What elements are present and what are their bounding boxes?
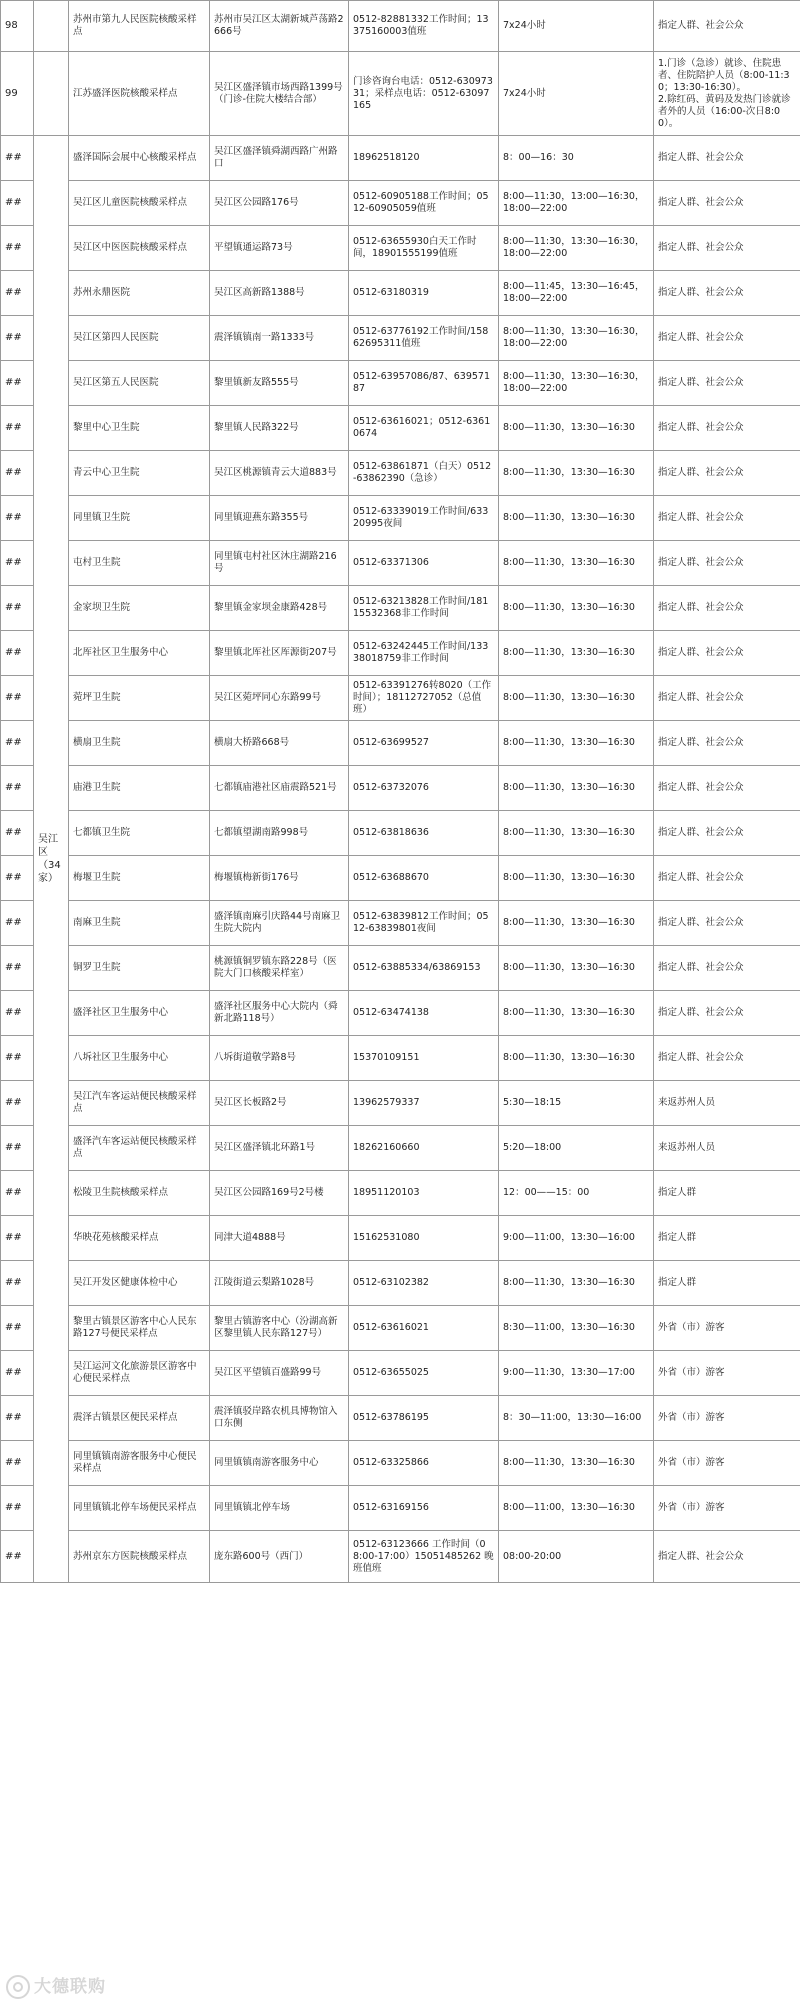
phone-cell: 0512-63957086/87、63957187 bbox=[349, 361, 499, 406]
hours-cell: 8:00—11:30，13:30—16:30 bbox=[499, 901, 654, 946]
table-row bbox=[1, 901, 800, 946]
site-name-cell: 八坼社区卫生服务中心 bbox=[69, 1036, 210, 1081]
table-row bbox=[1, 181, 800, 226]
address-cell: 吴江区盛泽镇北环路1号 bbox=[210, 1126, 349, 1171]
table-row bbox=[1, 1261, 800, 1306]
address-cell: 八坼街道敬学路8号 bbox=[210, 1036, 349, 1081]
address-cell: 同津大道4888号 bbox=[210, 1216, 349, 1261]
row-index-cell: ## bbox=[1, 1396, 34, 1441]
table-row bbox=[1, 496, 800, 541]
table-row bbox=[1, 1531, 800, 1583]
table-row bbox=[1, 1306, 800, 1351]
site-name-cell: 吴江区第五人民医院 bbox=[69, 361, 210, 406]
target-group-cell: 指定人群、社会公众 bbox=[654, 271, 800, 316]
phone-cell: 门诊咨询台电话：0512-63097331；采样点电话：0512-63097165 bbox=[349, 52, 499, 136]
site-name-cell: 北厍社区卫生服务中心 bbox=[69, 631, 210, 676]
site-name-cell: 苏州永鼎医院 bbox=[69, 271, 210, 316]
row-index-cell: 98 bbox=[1, 1, 34, 52]
hours-cell: 7x24小时 bbox=[499, 52, 654, 136]
hours-cell: 8:30—11:00，13:30—16:30 bbox=[499, 1306, 654, 1351]
table-body bbox=[1, 1, 800, 1583]
hours-cell: 8:00—11:00，13:30—16:30 bbox=[499, 1486, 654, 1531]
phone-cell: 18262160660 bbox=[349, 1126, 499, 1171]
table-row bbox=[1, 406, 800, 451]
hours-cell: 8:00—11:30，13:30—16:30 bbox=[499, 586, 654, 631]
site-name-cell: 江苏盛泽医院核酸采样点 bbox=[69, 52, 210, 136]
phone-cell: 18951120103 bbox=[349, 1171, 499, 1216]
hours-cell: 8:00—11:30，13:30—16:30 bbox=[499, 856, 654, 901]
table-row bbox=[1, 136, 800, 181]
address-cell: 黎里镇新友路555号 bbox=[210, 361, 349, 406]
hours-cell: 8:00—11:30，13:30—16:30 bbox=[499, 766, 654, 811]
row-index-cell: ## bbox=[1, 856, 34, 901]
table-row bbox=[1, 226, 800, 271]
target-group-cell: 指定人群、社会公众 bbox=[654, 586, 800, 631]
target-group-cell: 指定人群、社会公众 bbox=[654, 946, 800, 991]
row-index-cell: ## bbox=[1, 901, 34, 946]
table-row bbox=[1, 676, 800, 721]
row-index-cell: ## bbox=[1, 1216, 34, 1261]
hours-cell: 8:00—11:30，13:30—16:30 bbox=[499, 496, 654, 541]
target-group-cell: 指定人群、社会公众 bbox=[654, 721, 800, 766]
site-name-cell: 震泽古镇景区便民采样点 bbox=[69, 1396, 210, 1441]
address-cell: 吴江区公园路176号 bbox=[210, 181, 349, 226]
row-index-cell: ## bbox=[1, 1531, 34, 1583]
phone-cell: 0512-63861871（白天）0512-63862390（急诊） bbox=[349, 451, 499, 496]
site-name-cell: 吴江区儿童医院核酸采样点 bbox=[69, 181, 210, 226]
phone-cell: 0512-63325866 bbox=[349, 1441, 499, 1486]
target-group-cell: 指定人群、社会公众 bbox=[654, 496, 800, 541]
hours-cell: 5:30—18:15 bbox=[499, 1081, 654, 1126]
site-name-cell: 南麻卫生院 bbox=[69, 901, 210, 946]
phone-cell: 0512-63839812工作时间；0512-63839801夜间 bbox=[349, 901, 499, 946]
hours-cell: 5:20—18:00 bbox=[499, 1126, 654, 1171]
hours-cell: 12：00——15：00 bbox=[499, 1171, 654, 1216]
target-group-cell: 指定人群、社会公众 bbox=[654, 136, 800, 181]
table-row bbox=[1, 1171, 800, 1216]
table-row bbox=[1, 1486, 800, 1531]
site-name-cell: 吴江汽车客运站便民核酸采样点 bbox=[69, 1081, 210, 1126]
table-row bbox=[1, 1, 800, 52]
row-index-cell: ## bbox=[1, 361, 34, 406]
target-group-cell: 指定人群 bbox=[654, 1216, 800, 1261]
table-row bbox=[1, 766, 800, 811]
row-index-cell: ## bbox=[1, 631, 34, 676]
table-row bbox=[1, 1441, 800, 1486]
hours-cell: 8:00—11:30，13:30—16:30 bbox=[499, 451, 654, 496]
hours-cell: 8:00—11:30，13:30—16:30，18:00—22:00 bbox=[499, 361, 654, 406]
phone-cell: 18962518120 bbox=[349, 136, 499, 181]
target-group-cell: 指定人群、社会公众 bbox=[654, 856, 800, 901]
phone-cell: 0512-63732076 bbox=[349, 766, 499, 811]
site-name-cell: 梅堰卫生院 bbox=[69, 856, 210, 901]
hours-cell: 8:00—11:30，13:30—16:30 bbox=[499, 946, 654, 991]
address-cell: 吴江区高新路1388号 bbox=[210, 271, 349, 316]
site-name-cell: 同里镇镇南游客服务中心便民采样点 bbox=[69, 1441, 210, 1486]
target-group-cell: 指定人群 bbox=[654, 1261, 800, 1306]
phone-cell: 0512-63242445工作时间/13338018759非工作时间 bbox=[349, 631, 499, 676]
row-index-cell: ## bbox=[1, 1171, 34, 1216]
phone-cell: 0512-63655930白天工作时间，18901555199值班 bbox=[349, 226, 499, 271]
site-name-cell: 盛泽国际会展中心核酸采样点 bbox=[69, 136, 210, 181]
target-group-cell: 指定人群、社会公众 bbox=[654, 901, 800, 946]
phone-cell: 0512-63474138 bbox=[349, 991, 499, 1036]
site-name-cell: 铜罗卫生院 bbox=[69, 946, 210, 991]
address-cell: 吴江区平望镇百盛路99号 bbox=[210, 1351, 349, 1396]
address-cell: 吴江区盛泽镇市场西路1399号（门诊-住院大楼结合部） bbox=[210, 52, 349, 136]
table-row bbox=[1, 721, 800, 766]
table-row bbox=[1, 541, 800, 586]
row-index-cell: 99 bbox=[1, 52, 34, 136]
hours-cell: 9:00—11:30，13:30—17:00 bbox=[499, 1351, 654, 1396]
target-group-cell: 1.门诊（急诊）就诊、住院患者、住院陪护人员（8:00-11:30；13:30-16:30）。 2.除红码、黄码及发热门诊就诊者外的人员（16:00-次日8:00）。 bbox=[654, 52, 800, 136]
table-row bbox=[1, 316, 800, 361]
table-row bbox=[1, 946, 800, 991]
address-cell: 吴江区长板路2号 bbox=[210, 1081, 349, 1126]
phone-cell: 0512-63169156 bbox=[349, 1486, 499, 1531]
table-row bbox=[1, 1216, 800, 1261]
hours-cell: 8:00—11:30，13:30—16:30 bbox=[499, 676, 654, 721]
site-name-cell: 金家坝卫生院 bbox=[69, 586, 210, 631]
target-group-cell: 指定人群、社会公众 bbox=[654, 991, 800, 1036]
row-index-cell: ## bbox=[1, 451, 34, 496]
district-cell: 吴江区 （34家） bbox=[34, 136, 69, 1583]
phone-cell: 0512-63655025 bbox=[349, 1351, 499, 1396]
target-group-cell: 来返苏州人员 bbox=[654, 1126, 800, 1171]
target-group-cell: 指定人群、社会公众 bbox=[654, 766, 800, 811]
row-index-cell: ## bbox=[1, 1306, 34, 1351]
site-name-cell: 华映花苑核酸采样点 bbox=[69, 1216, 210, 1261]
site-name-cell: 吴江区第四人民医院 bbox=[69, 316, 210, 361]
phone-cell: 0512-63699527 bbox=[349, 721, 499, 766]
target-group-cell: 指定人群、社会公众 bbox=[654, 676, 800, 721]
target-group-cell: 指定人群、社会公众 bbox=[654, 541, 800, 586]
target-group-cell: 指定人群、社会公众 bbox=[654, 451, 800, 496]
address-cell: 同里镇镇北停车场 bbox=[210, 1486, 349, 1531]
hours-cell: 8:00—11:30，13:30—16:30 bbox=[499, 631, 654, 676]
table-row bbox=[1, 52, 800, 136]
table-row bbox=[1, 856, 800, 901]
row-index-cell: ## bbox=[1, 1036, 34, 1081]
row-index-cell: ## bbox=[1, 1351, 34, 1396]
address-cell: 震泽镇镇南一路1333号 bbox=[210, 316, 349, 361]
row-index-cell: ## bbox=[1, 316, 34, 361]
target-group-cell: 指定人群、社会公众 bbox=[654, 631, 800, 676]
row-index-cell: ## bbox=[1, 721, 34, 766]
row-index-cell: ## bbox=[1, 226, 34, 271]
hours-cell: 8:00—11:30，13:30—16:30 bbox=[499, 811, 654, 856]
address-cell: 盛泽社区服务中心大院内（舜新北路118号） bbox=[210, 991, 349, 1036]
table-row bbox=[1, 811, 800, 856]
hours-cell: 9:00—11:00，13:30—16:00 bbox=[499, 1216, 654, 1261]
table-row bbox=[1, 631, 800, 676]
address-cell: 震泽镇驳岸路农机具博物馆入口东侧 bbox=[210, 1396, 349, 1441]
table-row bbox=[1, 451, 800, 496]
site-name-cell: 黎里古镇景区游客中心人民东路127号便民采样点 bbox=[69, 1306, 210, 1351]
address-cell: 同里镇迎燕东路355号 bbox=[210, 496, 349, 541]
address-cell: 七都镇庙港社区庙震路521号 bbox=[210, 766, 349, 811]
phone-cell: 0512-63818636 bbox=[349, 811, 499, 856]
hours-cell: 8:00—11:30，13:30—16:30 bbox=[499, 1441, 654, 1486]
address-cell: 同里镇屯村社区沐庄湖路216号 bbox=[210, 541, 349, 586]
site-name-cell: 吴江开发区健康体检中心 bbox=[69, 1261, 210, 1306]
phone-cell: 0512-63776192工作时间/15862695311值班 bbox=[349, 316, 499, 361]
site-name-cell: 盛泽汽车客运站便民核酸采样点 bbox=[69, 1126, 210, 1171]
phone-cell: 0512-63371306 bbox=[349, 541, 499, 586]
phone-cell: 0512-63616021 bbox=[349, 1306, 499, 1351]
hours-cell: 8:00—11:30，13:30—16:30 bbox=[499, 406, 654, 451]
site-name-cell: 吴江区中医医院核酸采样点 bbox=[69, 226, 210, 271]
target-group-cell: 外省（市）游客 bbox=[654, 1396, 800, 1441]
site-name-cell: 横扇卫生院 bbox=[69, 721, 210, 766]
address-cell: 江陵街道云梨路1028号 bbox=[210, 1261, 349, 1306]
hours-cell: 7x24小时 bbox=[499, 1, 654, 52]
table-row bbox=[1, 586, 800, 631]
row-index-cell: ## bbox=[1, 136, 34, 181]
target-group-cell: 指定人群、社会公众 bbox=[654, 226, 800, 271]
site-name-cell: 苏州京东方医院核酸采样点 bbox=[69, 1531, 210, 1583]
watermark-text: 大德联购 bbox=[34, 1977, 106, 1997]
hours-cell: 8:00—11:30，13:30—16:30 bbox=[499, 1261, 654, 1306]
address-cell: 盛泽镇南麻引庆路44号南麻卫生院大院内 bbox=[210, 901, 349, 946]
site-name-cell: 同里镇镇北停车场便民采样点 bbox=[69, 1486, 210, 1531]
address-cell: 庞东路600号（西门） bbox=[210, 1531, 349, 1583]
target-group-cell: 指定人群、社会公众 bbox=[654, 361, 800, 406]
target-group-cell: 指定人群、社会公众 bbox=[654, 181, 800, 226]
site-name-cell: 菀坪卫生院 bbox=[69, 676, 210, 721]
target-group-cell: 指定人群、社会公众 bbox=[654, 811, 800, 856]
target-group-cell: 外省（市）游客 bbox=[654, 1351, 800, 1396]
site-name-cell: 苏州市第九人民医院核酸采样点 bbox=[69, 1, 210, 52]
row-index-cell: ## bbox=[1, 586, 34, 631]
phone-cell: 0512-63339019工作时间/63320995夜间 bbox=[349, 496, 499, 541]
site-name-cell: 黎里中心卫生院 bbox=[69, 406, 210, 451]
phone-cell: 0512-63102382 bbox=[349, 1261, 499, 1306]
address-cell: 桃源镇铜罗镇东路228号（医院大门口核酸采样室） bbox=[210, 946, 349, 991]
address-cell: 平望镇通运路73号 bbox=[210, 226, 349, 271]
address-cell: 黎里古镇游客中心（汾湖高新区黎里镇人民东路127号） bbox=[210, 1306, 349, 1351]
hours-cell: 8:00—11:30，13:30—16:30 bbox=[499, 541, 654, 586]
table-row bbox=[1, 1036, 800, 1081]
phone-cell: 0512-63391276转8020（工作时间）；18112727052（总值班） bbox=[349, 676, 499, 721]
address-cell: 同里镇镇南游客服务中心 bbox=[210, 1441, 349, 1486]
row-index-cell: ## bbox=[1, 541, 34, 586]
table-row bbox=[1, 991, 800, 1036]
address-cell: 七都镇望湖南路998号 bbox=[210, 811, 349, 856]
table-row bbox=[1, 1081, 800, 1126]
target-group-cell: 指定人群、社会公众 bbox=[654, 316, 800, 361]
phone-cell: 0512-63885334/63869153 bbox=[349, 946, 499, 991]
address-cell: 黎里镇人民路322号 bbox=[210, 406, 349, 451]
target-group-cell: 指定人群、社会公众 bbox=[654, 1531, 800, 1583]
phone-cell: 0512-63123666 工作时间（08:00-17:00）15051485262 晚班值班 bbox=[349, 1531, 499, 1583]
phone-cell: 0512-60905188工作时间；0512-60905059值班 bbox=[349, 181, 499, 226]
table-row bbox=[1, 1351, 800, 1396]
address-cell: 横扇大桥路668号 bbox=[210, 721, 349, 766]
target-group-cell: 来返苏州人员 bbox=[654, 1081, 800, 1126]
site-name-cell: 庙港卫生院 bbox=[69, 766, 210, 811]
site-name-cell: 青云中心卫生院 bbox=[69, 451, 210, 496]
phone-cell: 15162531080 bbox=[349, 1216, 499, 1261]
hours-cell: 8:00—11:45，13:30—16:45，18:00—22:00 bbox=[499, 271, 654, 316]
address-cell: 吴江区公园路169号2号楼 bbox=[210, 1171, 349, 1216]
address-cell: 黎里镇金家坝金康路428号 bbox=[210, 586, 349, 631]
district-cell-empty bbox=[34, 52, 69, 136]
phone-cell: 0512-63180319 bbox=[349, 271, 499, 316]
row-index-cell: ## bbox=[1, 1126, 34, 1171]
site-name-cell: 盛泽社区卫生服务中心 bbox=[69, 991, 210, 1036]
row-index-cell: ## bbox=[1, 1441, 34, 1486]
site-name-cell: 吴江运河文化旅游景区游客中心便民采样点 bbox=[69, 1351, 210, 1396]
phone-cell: 0512-82881332工作时间；13375160003值班 bbox=[349, 1, 499, 52]
table-row bbox=[1, 271, 800, 316]
row-index-cell: ## bbox=[1, 811, 34, 856]
site-name-cell: 七都镇卫生院 bbox=[69, 811, 210, 856]
target-group-cell: 指定人群 bbox=[654, 1171, 800, 1216]
row-index-cell: ## bbox=[1, 496, 34, 541]
site-name-cell: 屯村卫生院 bbox=[69, 541, 210, 586]
table-row bbox=[1, 1396, 800, 1441]
phone-cell: 13962579337 bbox=[349, 1081, 499, 1126]
target-group-cell: 外省（市）游客 bbox=[654, 1441, 800, 1486]
hours-cell: 8:00—11:30，13:30—16:30 bbox=[499, 991, 654, 1036]
address-cell: 吴江区桃源镇青云大道883号 bbox=[210, 451, 349, 496]
address-cell: 黎里镇北厍社区厍源街207号 bbox=[210, 631, 349, 676]
hours-cell: 8：30—11:00，13:30—16:00 bbox=[499, 1396, 654, 1441]
hours-cell: 8:00—11:30，13:00—16:30，18:00—22:00 bbox=[499, 181, 654, 226]
row-index-cell: ## bbox=[1, 1261, 34, 1306]
row-index-cell: ## bbox=[1, 1081, 34, 1126]
phone-cell: 0512-63688670 bbox=[349, 856, 499, 901]
row-index-cell: ## bbox=[1, 406, 34, 451]
address-cell: 吴江区盛泽镇舜湖西路广州路口 bbox=[210, 136, 349, 181]
hours-cell: 8:00—11:30，13:30—16:30 bbox=[499, 1036, 654, 1081]
district-cell-empty bbox=[34, 1, 69, 52]
row-index-cell: ## bbox=[1, 991, 34, 1036]
table-row bbox=[1, 1126, 800, 1171]
hours-cell: 8：00—16：30 bbox=[499, 136, 654, 181]
hours-cell: 8:00—11:30，13:30—16:30 bbox=[499, 721, 654, 766]
address-cell: 梅堰镇梅新街176号 bbox=[210, 856, 349, 901]
phone-cell: 0512-63786195 bbox=[349, 1396, 499, 1441]
hours-cell: 08:00-20:00 bbox=[499, 1531, 654, 1583]
row-index-cell: ## bbox=[1, 766, 34, 811]
target-group-cell: 指定人群、社会公众 bbox=[654, 406, 800, 451]
phone-cell: 15370109151 bbox=[349, 1036, 499, 1081]
phone-cell: 0512-63616021；0512-63610674 bbox=[349, 406, 499, 451]
site-name-cell: 同里镇卫生院 bbox=[69, 496, 210, 541]
row-index-cell: ## bbox=[1, 676, 34, 721]
address-cell: 吴江区菀坪同心东路99号 bbox=[210, 676, 349, 721]
hours-cell: 8:00—11:30，13:30—16:30，18:00—22:00 bbox=[499, 316, 654, 361]
row-index-cell: ## bbox=[1, 946, 34, 991]
target-group-cell: 外省（市）游客 bbox=[654, 1306, 800, 1351]
target-group-cell: 指定人群、社会公众 bbox=[654, 1, 800, 52]
target-group-cell: 外省（市）游客 bbox=[654, 1486, 800, 1531]
row-index-cell: ## bbox=[1, 271, 34, 316]
row-index-cell: ## bbox=[1, 181, 34, 226]
phone-cell: 0512-63213828工作时间/18115532368非工作时间 bbox=[349, 586, 499, 631]
address-cell: 苏州市吴江区太湖新城芦荡路2666号 bbox=[210, 1, 349, 52]
table-row bbox=[1, 361, 800, 406]
watermark bbox=[6, 1972, 106, 1999]
site-name-cell: 松陵卫生院核酸采样点 bbox=[69, 1171, 210, 1216]
hours-cell: 8:00—11:30，13:30—16:30，18:00—22:00 bbox=[499, 226, 654, 271]
watermark-logo-icon bbox=[6, 1975, 30, 1999]
row-index-cell: ## bbox=[1, 1486, 34, 1531]
target-group-cell: 指定人群、社会公众 bbox=[654, 1036, 800, 1081]
